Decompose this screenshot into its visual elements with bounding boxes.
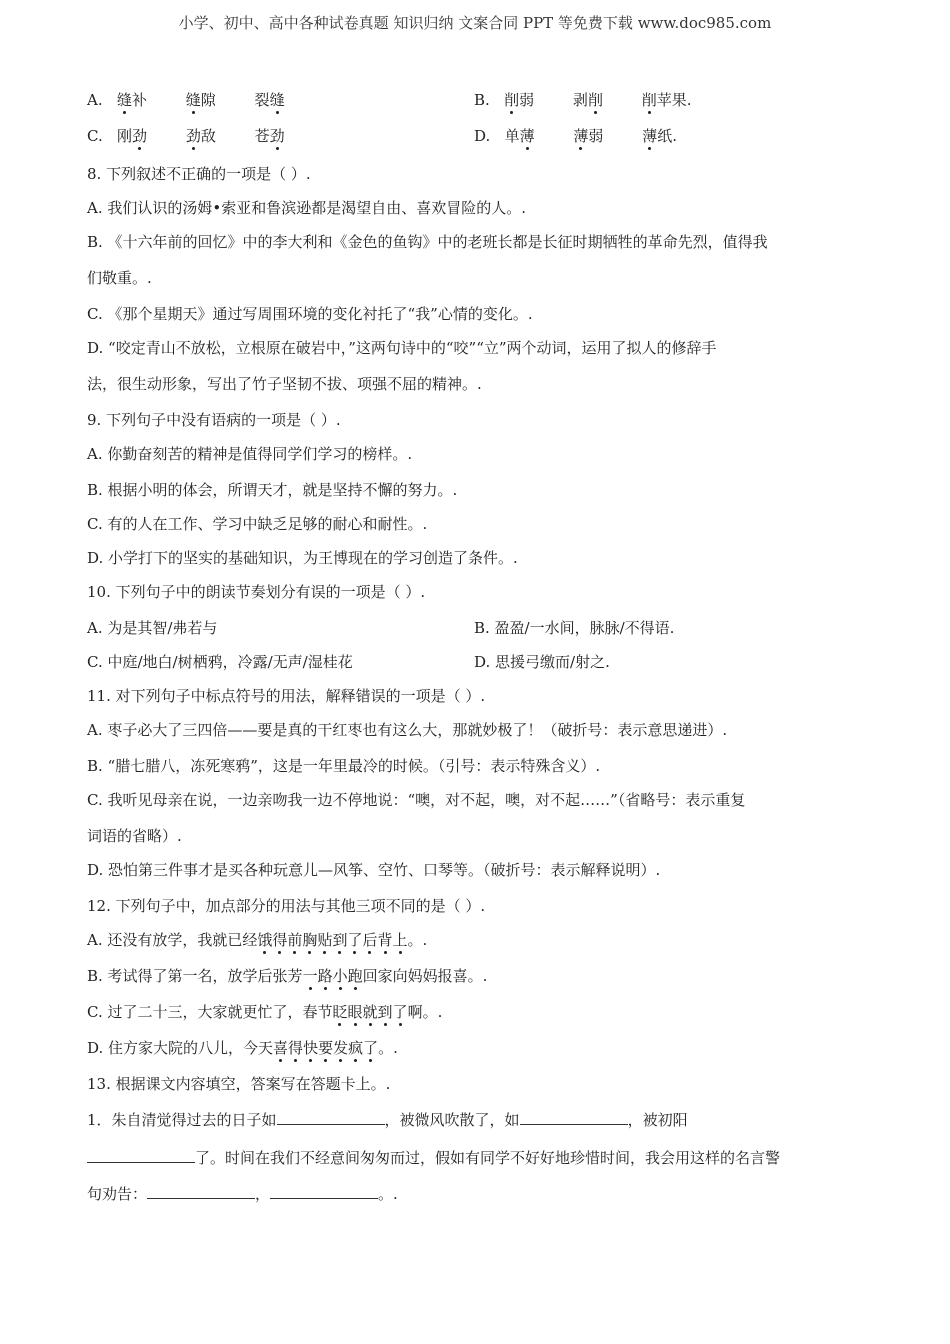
answer-blank-3[interactable]: [87, 1148, 195, 1163]
q8-option-b-line1: B. 《十六年前的回忆》中的李大利和《金色的鱼钩》中的老班长都是长征时期牺牲的革命先烈，值得我: [87, 233, 768, 251]
q11-option-a: A. 枣子必大了三四倍——要是真的干红枣也有这么大，那就妙极了！（破折号：表示意思递进）.: [87, 721, 728, 739]
q7-d-word3: 薄纸.: [642, 127, 677, 145]
page-header: 小学、初中、高中各种试卷真题 知识归纳 文案合同 PPT 等免费下载 www.doc985.com: [178, 14, 772, 32]
q10-row-cd: [87, 652, 867, 672]
q7-b-word3: 削苹果.: [641, 91, 692, 109]
q13-stem: 13. 根据课文内容填空，答案写在答题卡上。.: [87, 1075, 391, 1093]
q12-option-d: D. 住方家大院的八儿，今天喜得快要发疯了。.: [87, 1039, 398, 1057]
q10-option-d: D. 思援弓缴而/射之.: [474, 653, 610, 671]
q8-option-d-line1: D. “咬定青山不放松，立根原在破岩中，”这两句诗中的“咬”“立”两个动词，运用了拟人的修辞手: [87, 339, 717, 357]
answer-blank-4[interactable]: [147, 1184, 255, 1199]
q7-option-a: A. 缝补 缝隙 裂缝: [87, 91, 285, 109]
answer-blank-2[interactable]: [520, 1110, 628, 1125]
q7-b-word2: 剥削: [572, 91, 603, 109]
q8-option-c: C. 《那个星期天》通过写周围环境的变化衬托了“我”心情的变化。.: [87, 305, 533, 323]
q10-option-b: B. 盈盈/一水间，脉脉/不得语.: [474, 619, 675, 637]
q9-option-b: B. 根据小明的体会，所谓天才，就是坚持不懈的努力。.: [87, 481, 458, 499]
dotted-phrase: 饿得前胸贴到了后背上: [257, 931, 408, 949]
q9-option-d: D. 小学打下的坚实的基础知识，为王博现在的学习创造了条件。.: [87, 549, 518, 567]
q8-option-b-line2: 们敬重。.: [87, 269, 152, 287]
answer-blank-1[interactable]: [277, 1110, 385, 1125]
q12-stem: 12. 下列句子中，加点部分的用法与其他三项不同的是（ ）.: [87, 897, 486, 915]
q10-stem: 10. 下列句子中的朗读节奏划分有误的一项是（ ）.: [87, 583, 426, 601]
q7-b-word1: 削弱: [504, 91, 535, 109]
q7-a-word2: 缝隙: [185, 91, 216, 109]
q13-line1: 1．朱自清觉得过去的日子如 ，被微风吹散了，如 ，被初阳: [87, 1111, 688, 1129]
q9-stem: 9. 下列句子中没有语病的一项是（ ）.: [87, 411, 341, 429]
q11-stem: 11. 对下列句子中标点符号的用法，解释错误的一项是（ ）.: [87, 687, 486, 705]
q11-option-c-line2: 词语的省略）.: [87, 827, 182, 845]
q7-row-cd: [87, 126, 867, 146]
q10-row-ab: [87, 618, 867, 638]
q9-option-c: C. 有的人在工作、学习中缺乏足够的耐心和耐性。.: [87, 515, 428, 533]
q7-option-d: D. 单薄 薄弱 薄纸.: [474, 127, 677, 145]
q7-c-word2: 劲敌: [185, 127, 216, 145]
q8-option-d-line2: 法，很生动形象，写出了竹子坚韧不拔、项强不屈的精神。.: [87, 375, 482, 393]
q7-option-c: C. 刚劲 劲敌 苍劲: [87, 127, 285, 145]
q10-option-a: A. 为是其智/弗若与: [87, 619, 218, 637]
q8-option-a: A. 我们认识的汤姆•索亚和鲁滨逊都是渴望自由、喜欢冒险的人。.: [87, 199, 526, 217]
q10-option-c: C. 中庭/地白/树栖鸦，冷露/无声/湿桂花: [87, 653, 353, 671]
q7-c-word1: 刚劲: [117, 127, 148, 145]
q11-option-d: D. 恐怕第三件事才是买各种玩意儿—风筝、空竹、口琴等。（破折号：表示解释说明）.: [87, 861, 661, 879]
q11-option-b: B. “腊七腊八，冻死寒鸦”，这是一年里最冷的时候。（引号：表示特殊含义）.: [87, 757, 601, 775]
q7-c-word3: 苍劲: [254, 127, 285, 145]
q9-option-a: A. 你勤奋刻苦的精神是值得同学们学习的榜样。.: [87, 445, 413, 463]
dotted-phrase: 喜得快要发疯了: [273, 1039, 379, 1057]
dotted-phrase: 眨眼就到了: [332, 1003, 408, 1021]
q7-d-word2: 薄弱: [573, 127, 604, 145]
q12-option-c: C. 过了二十三，大家就更忙了，春节眨眼就到了啊。.: [87, 1003, 443, 1021]
dotted-phrase: 一路小跑: [302, 967, 363, 985]
q12-option-a: A. 还没有放学，我就已经饿得前胸贴到了后背上。.: [87, 931, 428, 949]
q13-line2: 了。时间在我们不经意间匆匆而过，假如有同学不好好地珍惜时间，我会用这样的名言警: [87, 1148, 780, 1168]
q7-option-b: B. 削弱 剥削 削苹果.: [474, 91, 692, 109]
q11-option-c-line1: C. 我听见母亲在说，一边亲吻我一边不停地说：“噢，对不起，噢，对不起……”（省略号：表示重复: [87, 791, 746, 809]
q7-d-word1: 单薄: [504, 127, 535, 145]
q8-stem: 8. 下列叙述不正确的一项是（ ）.: [87, 165, 311, 183]
q12-option-b: B. 考试得了第一名，放学后张芳一路小跑回家向妈妈报喜。.: [87, 967, 488, 985]
q7-row-ab: [87, 90, 867, 110]
q13-line3: 句劝告： ， 。.: [87, 1185, 398, 1203]
q7-a-word1: 缝补: [116, 91, 147, 109]
answer-blank-5[interactable]: [270, 1184, 378, 1199]
q7-a-word3: 裂缝: [254, 91, 285, 109]
